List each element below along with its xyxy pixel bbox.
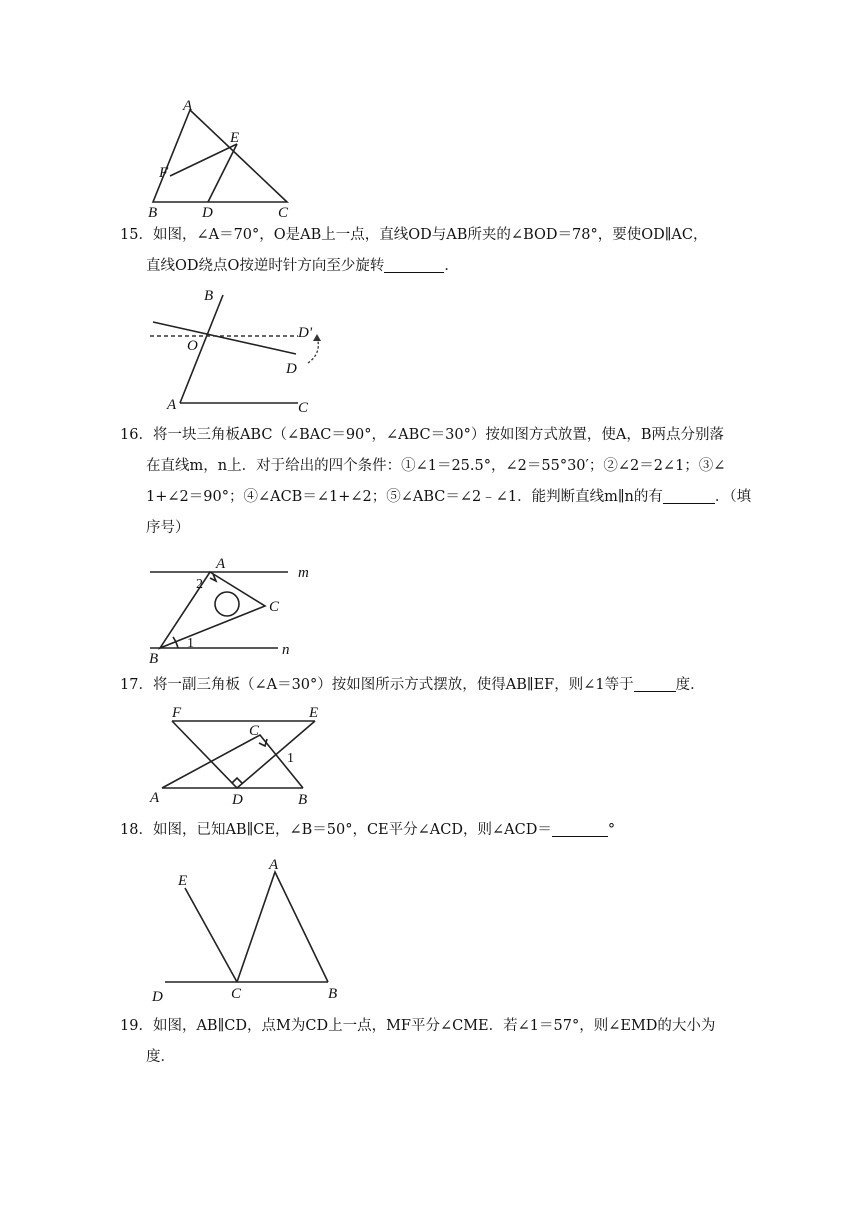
question-15-line-1: 15．如图，∠A＝70°，O是AB上一点，直线OD与AB所夹的∠BOD＝78°，要使OD∥AC， — [120, 227, 708, 243]
figure-q15 — [140, 285, 340, 415]
label-A: A — [167, 397, 177, 413]
label-angle-1: 1 — [287, 751, 294, 766]
label-A: A — [183, 98, 193, 114]
question-16-line-1: 16．将一块三角板ABC（∠BAC＝90°，∠ABC＝30°）按如图方式放置，使A，B两点分别落 — [120, 427, 724, 443]
label-C: C — [231, 986, 242, 1002]
label-E: E — [230, 130, 240, 146]
label-C: C — [298, 400, 309, 416]
label-F: F — [172, 705, 182, 721]
label-D: D — [152, 989, 163, 1005]
label-angle-2: 2 — [196, 577, 203, 592]
question-16 — [120, 420, 752, 544]
label-F: F — [159, 165, 169, 181]
question-number: 16． — [120, 427, 153, 443]
label-C: C — [249, 723, 260, 739]
answer-blank[interactable] — [634, 675, 676, 692]
label-B: B — [204, 288, 214, 304]
label-B: B — [149, 651, 159, 667]
question-19-line-2: 度． — [146, 1049, 175, 1065]
question-19-line-1: 19．如图，AB∥CD，点M为CD上一点，MF平分∠CME．若∠1＝57°，则∠EMD的大小为 — [120, 1018, 716, 1034]
label-n: n — [282, 642, 290, 658]
label-m: m — [298, 565, 309, 581]
answer-blank[interactable] — [663, 487, 715, 504]
question-number: 15． — [120, 227, 153, 243]
label-angle-1: 1 — [187, 636, 194, 651]
question-17-line-1: 17．将一副三角板（∠A＝30°）按如图所示方式摆放，使得AB∥EF，则∠1等于 度． — [120, 677, 705, 693]
label-E: E — [178, 873, 188, 889]
answer-blank[interactable] — [552, 820, 608, 837]
label-B: B — [148, 205, 158, 221]
label-B: B — [298, 792, 308, 808]
question-number: 17． — [120, 677, 153, 693]
question-17 — [120, 670, 740, 701]
label-D: D — [232, 792, 243, 808]
question-15-line-2: 直线OD绕点O按逆时针方向至少旋转 ． — [146, 258, 459, 274]
label-A: A — [269, 857, 279, 873]
label-D: D — [202, 205, 213, 221]
label-O: O — [187, 338, 198, 354]
label-E: E — [309, 705, 319, 721]
label-C: C — [269, 599, 280, 615]
question-16-line-4: 序号） — [146, 520, 190, 536]
label-B: B — [328, 986, 338, 1002]
question-19 — [120, 1011, 740, 1073]
label-D-prime: D' — [298, 325, 313, 341]
question-number: 18． — [120, 822, 153, 838]
question-18-line-1: 18．如图，已知AB∥CE，∠B＝50°，CE平分∠ACD，则∠ACD＝ ° — [120, 822, 616, 838]
question-15 — [120, 220, 740, 282]
question-16-line-2: 在直线m，n上．对于给出的四个条件：①∠1＝25.5°，∠2＝55°30′；②∠2＝2∠1；③∠ — [146, 458, 726, 474]
label-A: A — [150, 790, 160, 806]
question-16-line-3: 1+∠2＝90°；④∠ACB＝∠1+∠2；⑤∠ABC＝∠2﹣∠1．能判断直线m∥n的有 ．（填 — [146, 489, 752, 505]
figure-q16 — [140, 553, 330, 668]
label-D: D — [286, 361, 297, 377]
answer-blank[interactable] — [384, 256, 444, 273]
label-A: A — [216, 556, 226, 572]
label-C: C — [278, 205, 289, 221]
question-number: 19． — [120, 1018, 153, 1034]
figure-q17 — [140, 703, 340, 811]
question-18 — [120, 815, 740, 846]
figure-q18 — [140, 850, 360, 1005]
figure-q14 — [140, 98, 310, 223]
